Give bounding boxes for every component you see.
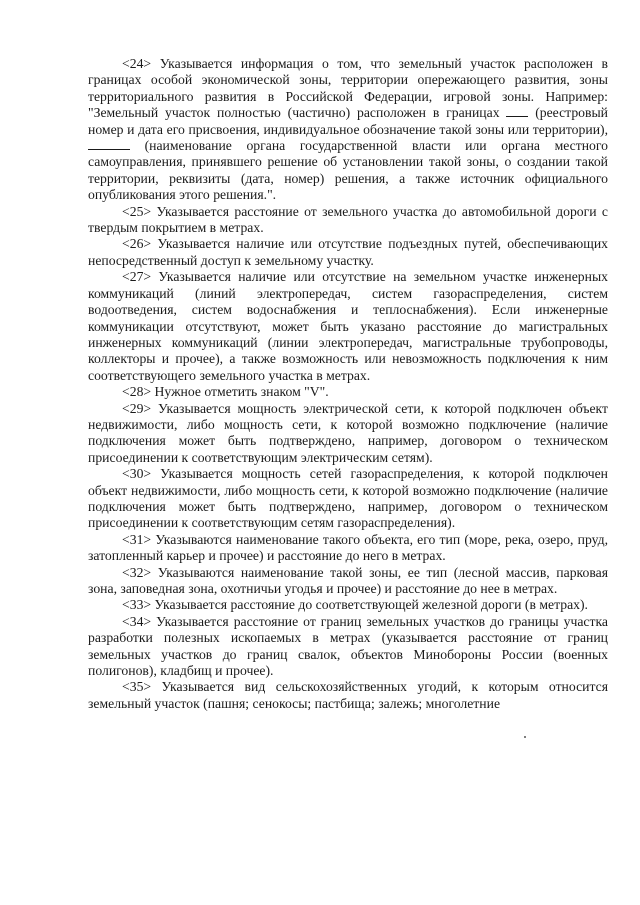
note-32: <32> Указываются наименование такой зоны, ее тип (лесной массив, парковая зона, заповедная зона, охотничьи угодья и прочее) и расстояние до нее в метрах. [88,564,608,596]
note-29: <29> Указывается мощность электрической сети, к которой подключен объект недвижимости, либо мощность сети, к которой возможно подключение (наличие подключения может быть подтверждено, например, договором о техническом присоединении к соответствующим электрическим сетям). [88,400,608,465]
note-24 [88,56,608,204]
note-35: <35> Указывается вид сельскохозяйственных угодий, к которым относится земельный участок (пашня; сенокосы; пастбища; залежь; многолетние [88,679,608,711]
note-24-text-part-3: (наименование органа государственной власти или органа местного самоуправления, принявшего решение об установлении такой зоны, о создании такой территории, реквизиты (дата, номер) решения, а также источник официального опубликования этого решения.". [88,138,608,203]
note-33: <33> Указывается расстояние до соответствующей железной дороги (в метрах). [122,597,588,613]
document-page [88,56,608,712]
note-26: <26> Указывается наличие или отсутствие подъездных путей, обеспечивающих непосредственный доступ к земельному участку. [88,236,608,268]
note-31: <31> Указываются наименование такого объекта, его тип (море, река, озеро, пруд, затопленный карьер и прочее) и расстояние до него в метрах. [88,531,608,564]
note-27: <27> Указывается наличие или отсутствие на земельном участке инженерных коммуникаций (линий электропередач, систем газораспределения, систем водоотведения, систем водоснабжения и теплоснабжения). Если инженерные коммуникации отсутствуют, может быть указано расстояние до магистральных инженерных коммуникаций (линии электропередач, магистральные трубопроводы, коллекторы и прочее), а также возможность или невозможность подключения к ним соответствующего земельного участка в метрах. [88,269,608,383]
note-25: <25> Указывается расстояние от земельного участка до автомобильной дороги с твердым покрытием в метрах. [88,203,608,236]
blank-line-zone-name [506,105,528,117]
scan-speck [524,736,526,738]
note-34: <34> Указывается расстояние от границ земельных участков до границы участка разработки полезных ископаемых в метрах (указывается расстояние от границ земельных участков до границ свалок, объектов Минобороны России (военных полигонов), кладбищ и прочее). [88,613,608,679]
note-28: <28> Нужное отметить знаком "V". [122,384,329,400]
blank-line-authority-name [88,138,130,150]
note-24-text-part-1: <24> Указывается информация о том, что земельный участок расположен в границах особой экономической зоны, территории опережающего развития, зоны территориального развития в Российской Федерации, игровой зоны. Например: "Земельный участок полностью (частично) расположен в границах [88,56,608,121]
note-30: <30> Указывается мощность сетей газораспределения, к которой подключен объект недвижимости, либо мощность сети, к которой возможно подключение (наличие подключения может быть подтверждено, например, договором о техническом присоединении к соответствующим сетям газораспределения). [88,466,608,531]
note-24-text-part-2: (реестровый номер и дата его присвоения, индивидуальное обозначение такой зоны или территории), [88,105,608,137]
